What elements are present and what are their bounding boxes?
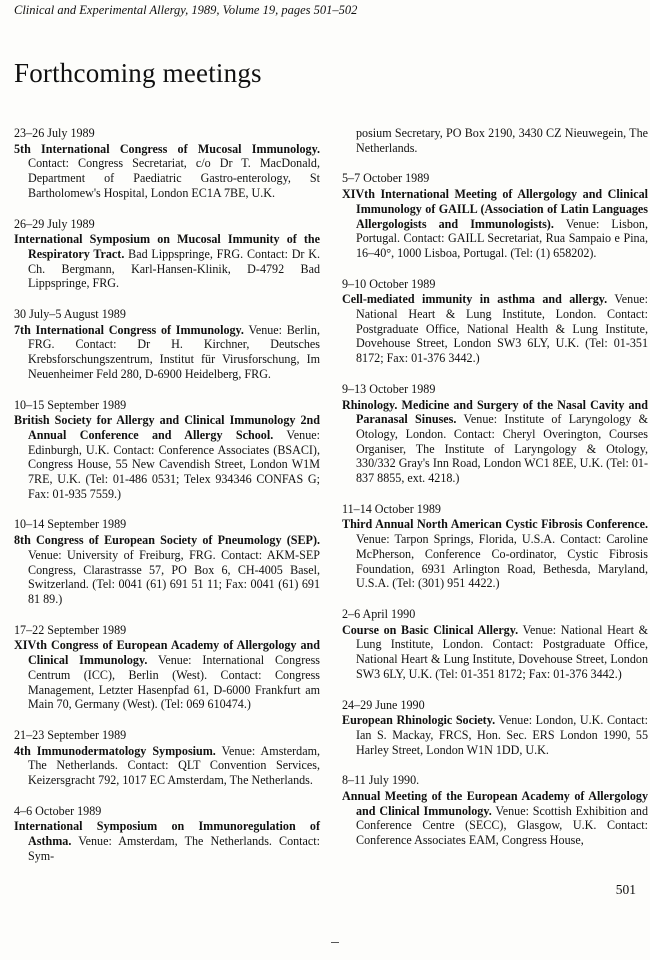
meeting-name: International Symposium on Immunoregulation of Asthma. bbox=[14, 819, 320, 849]
meeting-details: Venue: Scottish Exhibition and Conference Centre (SECC), Glasgow, U.K. Contact: Conference Associates EAM, Congress House, bbox=[356, 803, 648, 848]
meeting-date: 9–13 October 1989 bbox=[342, 381, 436, 396]
meeting-date: 8–11 July 1990. bbox=[342, 773, 420, 788]
meeting-details: Venue: University of Freiburg, FRG. Contact: AKM-SEP Congress, Clarastrasse 57, PO Box 6, CH-4005 Basel, Switzerland. (Tel: 0041 (61) 691 51 11; Fax: 0041 (61) 691 81 89.) bbox=[28, 547, 320, 606]
meeting-date: 26–29 July 1989 bbox=[14, 216, 95, 231]
meeting-entry bbox=[342, 607, 648, 682]
meeting-details: Venue: Institute of Laryngology & Otology, London. Contact: Cheryl Overington, Courses Organiser, The Institute of Laryngology & Otology, 330/332 Gray's Inn Road, London WC1 8EE, U.K. (Tel: 01-837 8855, ext. 4218.) bbox=[356, 412, 648, 486]
page-number: 501 bbox=[615, 882, 636, 897]
meeting-date: 4–6 October 1989 bbox=[14, 803, 102, 818]
meeting-entry bbox=[342, 277, 648, 366]
meeting-body bbox=[14, 638, 320, 712]
meeting-details: Bad Lippspringe, FRG. Contact: Dr K. Ch. Bergmann, Karl-Hansen-Klinik, D-4792 Bad Lippspringe, FRG. bbox=[28, 246, 320, 291]
meeting-body bbox=[342, 292, 648, 366]
meeting-name: Course on Basic Clinical Allergy. bbox=[342, 622, 519, 637]
meeting-details: Venue: National Heart & Lung Institute, London. Contact: Postgraduate Office, National Health & Lung Institute, Dovehouse Street, London SW3 6LY, U.K. (Tel: 01-351 8172; Fax: 01-376 3442.) bbox=[356, 292, 648, 366]
meeting-details: Venue: Amsterdam, The Netherlands. Contact: Sym- bbox=[28, 834, 320, 863]
meeting-date: 9–10 October 1989 bbox=[342, 276, 436, 291]
page-title: Forthcoming meetings bbox=[14, 58, 262, 88]
meeting-name: European Rhinologic Society. bbox=[342, 713, 496, 728]
meeting-name: British Society for Allergy and Clinical Immunology 2nd Annual Conference and Allergy School. bbox=[14, 413, 320, 442]
meeting-details: Venue: Lisbon, Portugal. Contact: GAILL Secretariat, Rua Sampaio e Pina, 16–40°, 1000 Lisboa, Portugal. (Tel: (1) 658202). bbox=[356, 216, 648, 260]
meeting-entry bbox=[14, 217, 320, 292]
meeting-name: 5th International Congress of Mucosal Immunology. bbox=[14, 141, 320, 156]
meeting-entry bbox=[342, 773, 648, 848]
meeting-date: 24–29 June 1990 bbox=[342, 697, 425, 712]
meeting-body bbox=[342, 789, 648, 848]
meeting-date: 2–6 April 1990 bbox=[342, 606, 416, 621]
meeting-entry bbox=[14, 307, 320, 382]
meeting-details: Venue: International Congress Centrum (ICC), Berlin (West). Contact: Congress Management, Letzter Hasenpfad 61, D-6000 Frankfurt am Main 70, Germany (West). (Tel: 069 610474.) bbox=[28, 653, 320, 712]
meeting-entry bbox=[14, 126, 320, 201]
meeting-details: Venue: National Heart & Lung Institute, London. Contact: Postgraduate Office, National Heart & Lung Institute, Dovehouse Street, London SW3 6LY, U.K. (Tel: 01-351 8172; Fax: 01-376 3442.) bbox=[356, 622, 648, 681]
meeting-date: 21–23 September 1989 bbox=[14, 727, 127, 742]
meeting-date: 17–22 September 1989 bbox=[14, 622, 127, 637]
meeting-name: Cell-mediated immunity in asthma and allergy. bbox=[342, 292, 608, 307]
meeting-body bbox=[342, 398, 648, 486]
meeting-body bbox=[14, 819, 320, 863]
meeting-entry bbox=[342, 171, 648, 260]
meeting-body bbox=[14, 533, 320, 607]
meeting-details: Venue: Edinburgh, U.K. Contact: Conference Associates (BSACI), Congress House, 55 New Cavendish Street, London W1M 7RE, U.K. (Tel: 01-486 0531; Telex 934346 CONFAS G; Fax: 01-935 7559.) bbox=[28, 427, 320, 501]
meeting-date: 23–26 July 1989 bbox=[14, 126, 95, 140]
meeting-entry bbox=[342, 382, 648, 486]
meeting-date: 11–14 October 1989 bbox=[342, 501, 441, 516]
meeting-name: XIVth Congress of European Academy of Allergology and Clinical Immunology. bbox=[14, 638, 320, 668]
meeting-body bbox=[342, 623, 648, 682]
meeting-body bbox=[342, 187, 648, 261]
meeting-entry bbox=[14, 398, 320, 502]
journal-header: Clinical and Experimental Allergy, 1989, Volume 19, pages 501–502 bbox=[14, 3, 358, 17]
meeting-name: 8th Congress of European Society of Pneumology (SEP). bbox=[14, 533, 320, 548]
meeting-body bbox=[14, 323, 320, 382]
meeting-details: Contact: Congress Secretariat, c/o Dr T. MacDonald, Department of Paediatric Gastro-enterology, St Bartholomew's Hospital, London EC1A 7BE, U.K. bbox=[28, 156, 320, 200]
right-column bbox=[342, 126, 648, 864]
meeting-name: Third Annual North American Cystic Fibrosis Conference. bbox=[342, 517, 648, 532]
left-column bbox=[14, 126, 320, 880]
meeting-entry bbox=[342, 502, 648, 591]
meeting-details: Venue: Amsterdam, The Netherlands. Contact: QLT Convention Services, Keizersgracht 792, 1017 EC Amsterdam, The Netherlands. bbox=[28, 743, 320, 788]
meeting-continuation: posium Secretary, PO Box 2190, 3430 CZ Nieuwegein, The Netherlands. bbox=[356, 126, 648, 155]
meeting-name: 7th International Congress of Immunology. bbox=[14, 322, 244, 337]
meeting-name: 4th Immunodermatology Symposium. bbox=[14, 743, 216, 758]
meeting-name: International Symposium on Mucosal Immunity of the Respiratory Tract. bbox=[14, 232, 320, 261]
meeting-date: 10–14 September 1989 bbox=[14, 517, 127, 532]
footer-mark bbox=[331, 942, 339, 943]
meeting-entry bbox=[14, 623, 320, 712]
meeting-name: XIVth International Meeting of Allergology and Clinical Immunology of GAILL (Association of Latin Languages Allergologists and Immunologists). bbox=[342, 187, 648, 231]
meeting-entry bbox=[342, 698, 648, 758]
meeting-body bbox=[14, 142, 320, 201]
meeting-entry bbox=[14, 804, 320, 864]
meeting-body bbox=[14, 744, 320, 788]
meeting-body bbox=[14, 413, 320, 501]
meeting-body bbox=[342, 517, 648, 591]
meeting-date: 10–15 September 1989 bbox=[14, 397, 127, 412]
meeting-date: 30 July–5 August 1989 bbox=[14, 307, 126, 322]
meeting-entry bbox=[14, 517, 320, 606]
meeting-name: Rhinology. Medicine and Surgery of the Nasal Cavity and Paranasal Sinuses. bbox=[342, 397, 648, 427]
meeting-details: Venue: Tarpon Springs, Florida, U.S.A. Contact: Caroline McPherson, Conference Co-ordinator, Cystic Fibrosis Foundation, 6931 Arlington Road, Bethesda, Maryland, U.S.A. (Tel: (301) 951 4422.) bbox=[356, 532, 648, 591]
meeting-details: Venue: Berlin, FRG. Contact: Dr H. Kirchner, Deutsches Krebsforschungszentrum, Institut für Virusforschung, Im Neuenheimer Feld 280, D-6900 Heidelberg, FRG. bbox=[28, 322, 320, 381]
meeting-body bbox=[342, 713, 648, 757]
meeting-details: Venue: London, U.K. Contact: Ian S. Mackay, FRCS, Hon. Sec. ERS London 1990, 55 Harley Street, London W1N 1DD, U.K. bbox=[356, 713, 648, 757]
meeting-entry bbox=[14, 728, 320, 788]
meeting-name: Annual Meeting of the European Academy of Allergology and Clinical Immunology. bbox=[342, 789, 648, 818]
meeting-date: 5–7 October 1989 bbox=[342, 171, 430, 186]
meeting-body bbox=[14, 232, 320, 291]
